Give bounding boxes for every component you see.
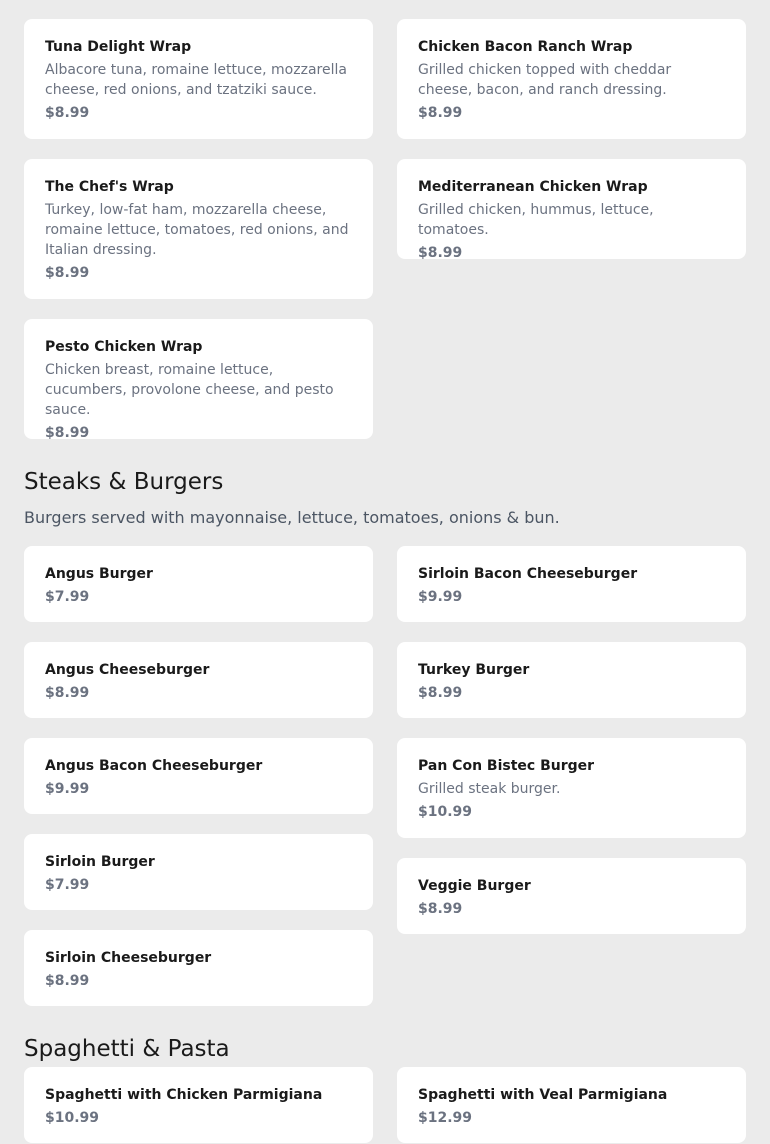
menu-item-card[interactable] [397, 642, 746, 718]
item-price: $8.99 [418, 685, 463, 701]
item-name: The Chef's Wrap [45, 179, 174, 195]
item-price: $8.99 [418, 105, 463, 121]
menu-item-card[interactable] [397, 546, 746, 622]
menu-item-card[interactable] [24, 319, 373, 439]
item-price: $12.99 [418, 1110, 473, 1126]
item-price: $8.99 [45, 265, 90, 281]
item-description: Grilled chicken topped with cheddar cheese, bacon, and ranch dressing. [418, 62, 672, 98]
item-name: Turkey Burger [418, 662, 530, 678]
item-name: Angus Cheeseburger [45, 662, 210, 678]
section-subtitle: Burgers served with mayonnaise, lettuce, tomatoes, onions & bun. [24, 508, 560, 527]
menu-item-card[interactable] [397, 1067, 746, 1143]
item-name: Angus Bacon Cheeseburger [45, 758, 263, 774]
item-name: Angus Burger [45, 566, 153, 582]
item-price: $8.99 [45, 105, 90, 121]
item-name: Sirloin Burger [45, 854, 155, 870]
section-title: Spaghetti & Pasta [24, 1036, 230, 1062]
item-name: Pan Con Bistec Burger [418, 758, 595, 774]
menu-item-card[interactable] [24, 1067, 373, 1143]
item-price: $10.99 [418, 804, 473, 820]
item-name: Mediterranean Chicken Wrap [418, 179, 648, 195]
item-name: Tuna Delight Wrap [45, 39, 192, 55]
menu-item-card[interactable] [397, 858, 746, 934]
item-price: $8.99 [45, 973, 90, 989]
menu-item-card[interactable] [397, 19, 746, 139]
menu-item-card[interactable] [24, 930, 373, 1006]
menu-item-card[interactable] [397, 738, 746, 838]
menu-item-card[interactable] [24, 642, 373, 718]
item-price: $9.99 [45, 781, 90, 797]
item-price: $8.99 [45, 425, 90, 441]
menu-item-card[interactable] [24, 19, 373, 139]
menu-item-card[interactable] [24, 546, 373, 622]
item-description: Turkey, low-fat ham, mozzarella cheese, romaine lettuce, tomatoes, red onions, and Italian dressing. [45, 202, 349, 258]
menu-item-card[interactable] [397, 159, 746, 259]
item-price: $7.99 [45, 877, 90, 893]
item-name: Spaghetti with Chicken Parmigiana [45, 1087, 323, 1103]
item-name: Chicken Bacon Ranch Wrap [418, 39, 633, 55]
item-name: Sirloin Bacon Cheeseburger [418, 566, 638, 582]
item-description: Albacore tuna, romaine lettuce, mozzarella cheese, red onions, and tzatziki sauce. [45, 62, 347, 98]
item-price: $8.99 [418, 901, 463, 917]
item-price: $8.99 [418, 245, 463, 261]
item-price: $10.99 [45, 1110, 100, 1126]
section-title: Steaks & Burgers [24, 469, 224, 495]
item-price: $9.99 [418, 589, 463, 605]
item-name: Pesto Chicken Wrap [45, 339, 203, 355]
item-name: Sirloin Cheeseburger [45, 950, 212, 966]
item-description: Grilled steak burger. [418, 781, 561, 797]
item-description: Chicken breast, romaine lettuce, cucumbers, provolone cheese, and pesto sauce. [45, 362, 334, 418]
item-price: $8.99 [45, 685, 90, 701]
item-description: Grilled chicken, hummus, lettuce, tomatoes. [418, 202, 654, 238]
item-name: Spaghetti with Veal Parmigiana [418, 1087, 668, 1103]
menu-item-card[interactable] [24, 834, 373, 910]
item-name: Veggie Burger [418, 878, 531, 894]
item-price: $7.99 [45, 589, 90, 605]
menu-item-card[interactable] [24, 159, 373, 299]
menu-item-card[interactable] [24, 738, 373, 814]
